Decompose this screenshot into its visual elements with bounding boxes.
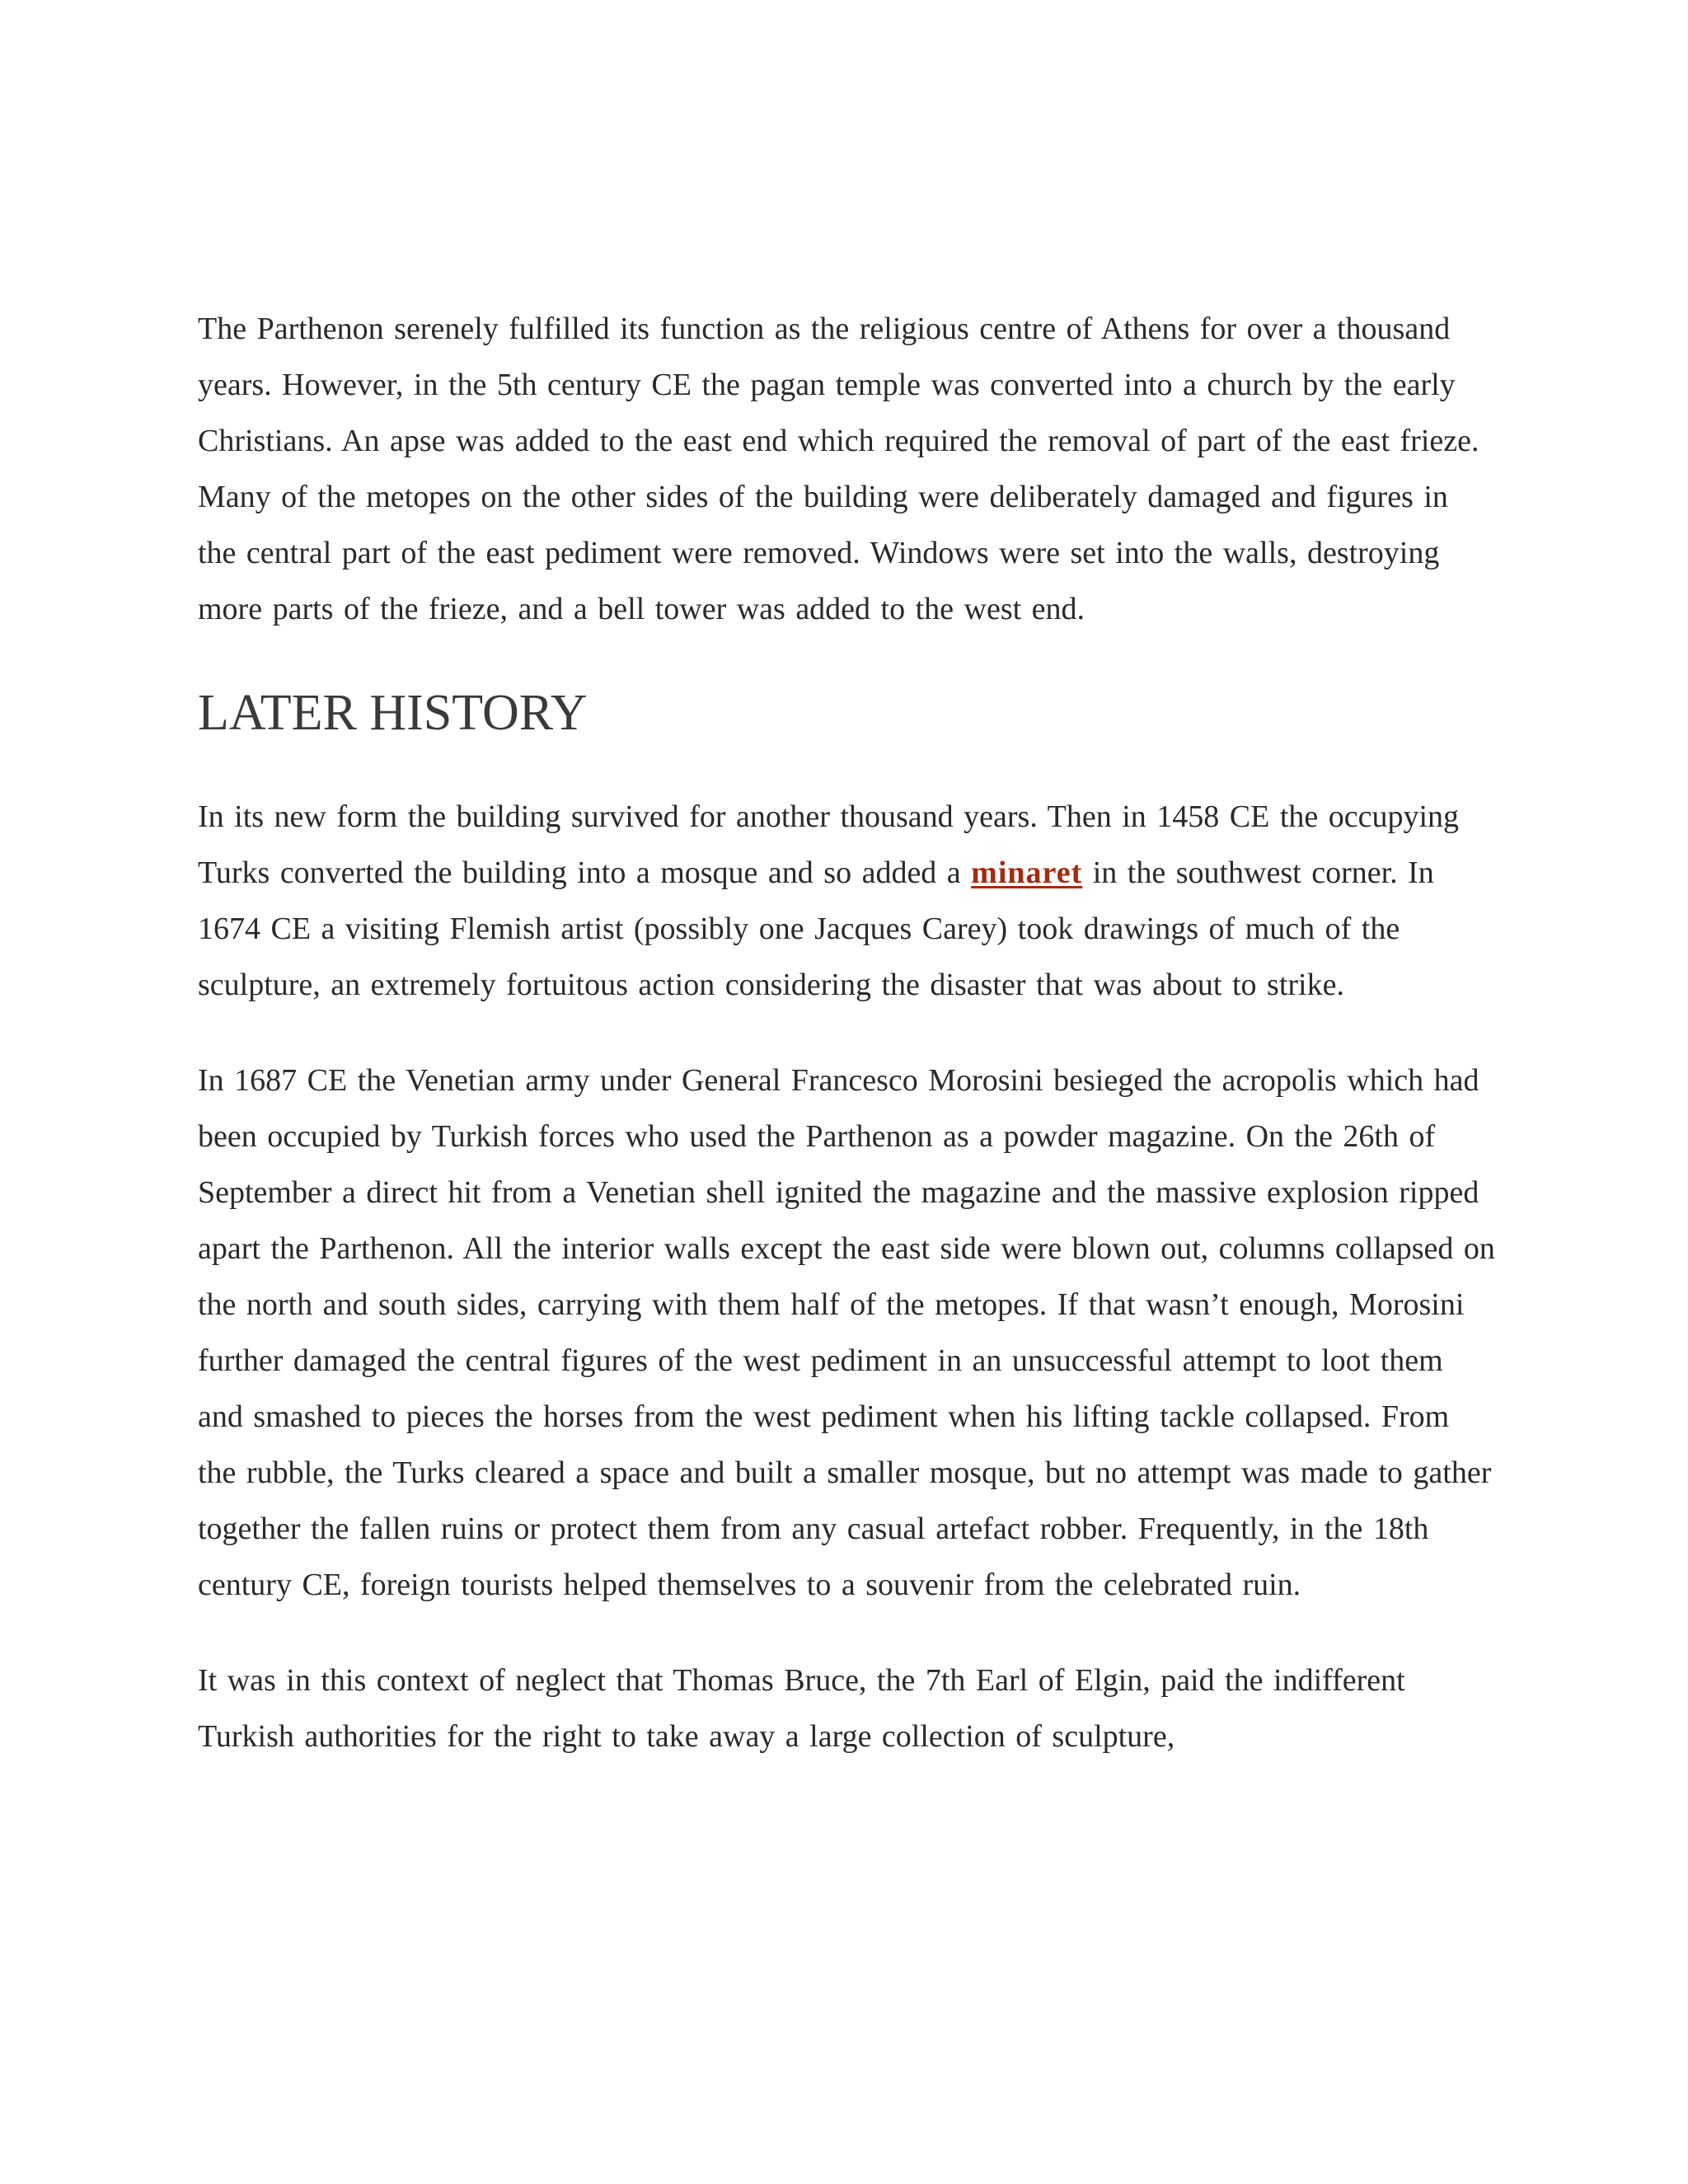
section-heading: LATER HISTORY: [198, 685, 588, 741]
paragraph-elgin: It was in this context of neglect that Thomas Bruce, the 7th Earl of Elgin, paid the indifferent Turkish authorities for the right to take away a large collection of sculpture,: [198, 1663, 1405, 1754]
paragraph-text: In its new form the building survived for another thousand years. Then in 1458 CE the occupying Turks converted the building into a mosque and so added a: [198, 799, 1460, 890]
paragraph-text: in the southwest corner. In 1674 CE a visiting Flemish artist (possibly one Jacques Carey) took drawings of much of the sculpture, an extremely fortuitous action considering the disaster that was about to strike.: [198, 855, 1434, 1002]
document-body: [198, 301, 1496, 1765]
minaret-link[interactable]: minaret: [971, 855, 1083, 890]
paragraph-minaret: [198, 789, 1496, 1013]
paragraph-venetian-siege: In 1687 CE the Venetian army under General Francesco Morosini besieged the acropolis which had been occupied by Turkish forces who used the Parthenon as a powder magazine. On the 26th of September a direct hit from a Venetian shell ignited the magazine and the massive explosion ripped apart the Parthenon. All the interior walls except the east side were blown out, columns collapsed on the north and south sides, carrying with them half of the metopes. If that wasn’t enough, Morosini further damaged the central figures of the west pediment in an unsuccessful attempt to loot them and smashed to pieces the horses from the west pediment when his lifting tackle collapsed. From the rubble, the Turks cleared a space and built a smaller mosque, but no attempt was made to gather together the fallen ruins or protect them from any casual artefact robber. Frequently, in the 18th century CE, foreign tourists helped themselves to a souvenir from the celebrated ruin.: [198, 1063, 1495, 1602]
intro-paragraph: The Parthenon serenely fulfilled its function as the religious centre of Athens for over a thousand years. However, in the 5th century CE the pagan temple was converted into a church by the early Christians. An apse was added to the east end which required the removal of part of the east frieze. Many of the metopes on the other sides of the building were deliberately damaged and figures in the central part of the east pediment were removed. Windows were set into the walls, destroying more parts of the frieze, and a bell tower was added to the west end.: [198, 312, 1479, 626]
